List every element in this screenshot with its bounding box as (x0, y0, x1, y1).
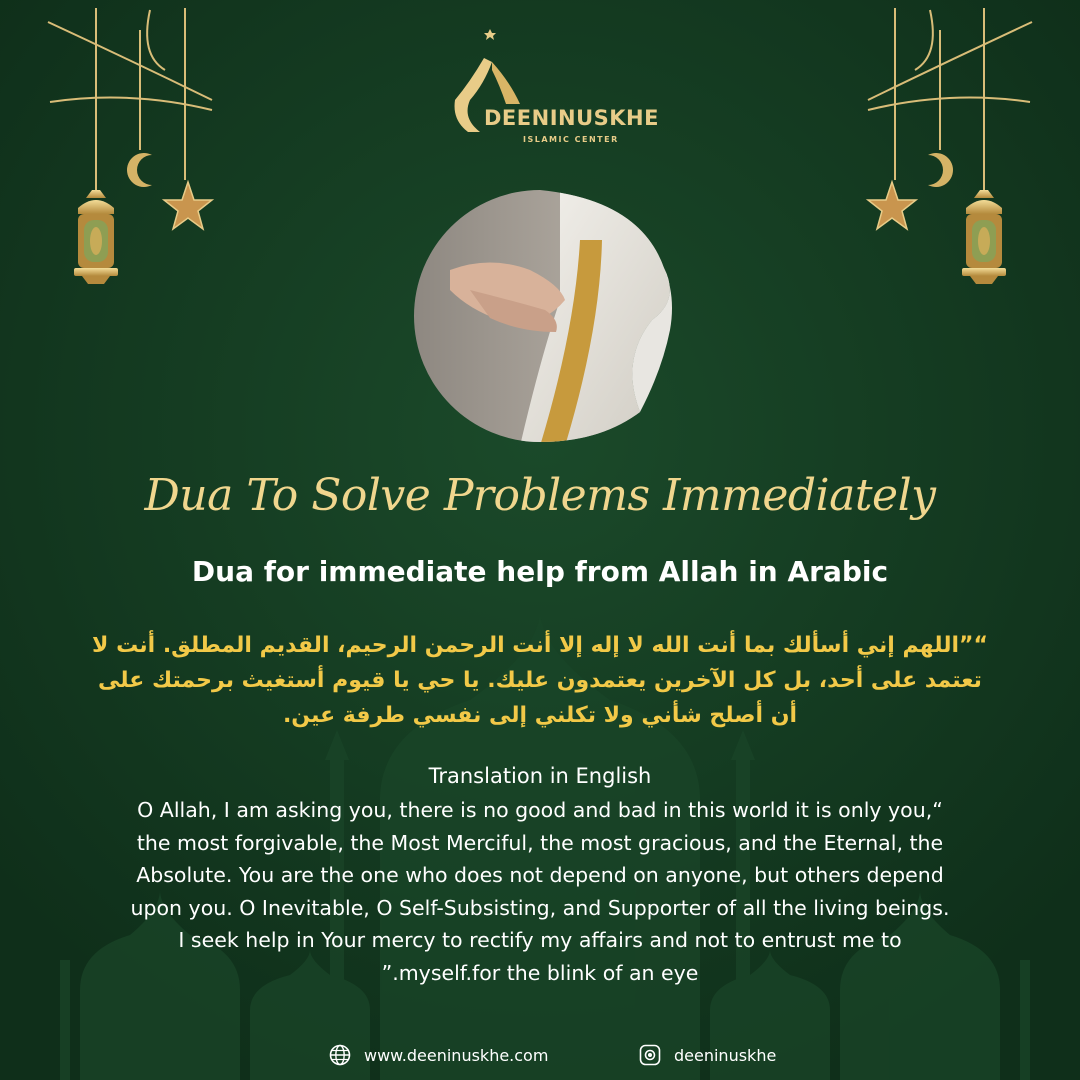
footer-website-link[interactable] (328, 1040, 548, 1070)
page-subtitle: Dua for immediate help from Allah in Arabic (191, 555, 889, 588)
translation-body (80, 794, 1000, 989)
instagram-handle-text: deeninuskhe (674, 1045, 777, 1065)
translation-line: upon you. O Inevitable, O Self-Subsisting, and Supporter of all the living beings. (130, 895, 950, 920)
translation-line: the most forgivable, the Most Merciful, the most gracious, and the Eternal, the (136, 830, 944, 855)
translation-line: O Allah, I am asking you, there is no good and bad in this world it is only you,“ (137, 798, 943, 822)
globe-icon (328, 1043, 352, 1067)
arabic-dua-text: “”اللهم إني أسألك بما أنت الله لا إله إلا أنت الرحمن الرحيم، القديم المطلق. أنت لا تعتمد على أحد، بل كل الآخرين يعتمدون عليك. يا حي يا قيوم أستغيث برحمتك على أن أصلح شأني ولا تكلني إلى نفسي طرفة عين. (92, 633, 988, 728)
website-text: www.deeninuskhe.com (364, 1045, 549, 1065)
brand-name: DEENINUSKHE (484, 106, 659, 130)
page-title: Dua To Solve Problems Immediately (144, 470, 936, 521)
translation-heading: Translation in English (428, 764, 652, 788)
translation-line: Absolute. You are the one who does not depend on anyone, but others depend (136, 863, 944, 887)
brand-subtitle: ISLAMIC CENTER (523, 135, 619, 144)
translation-line: I seek help in Your mercy to rectify my affairs and not to entrust me to (178, 928, 902, 952)
translation-line: ”.myself.for the blink of an eye (381, 960, 699, 985)
footer-instagram-link[interactable] (638, 1040, 776, 1070)
praying-hands-image (410, 188, 680, 446)
instagram-icon (638, 1043, 662, 1067)
